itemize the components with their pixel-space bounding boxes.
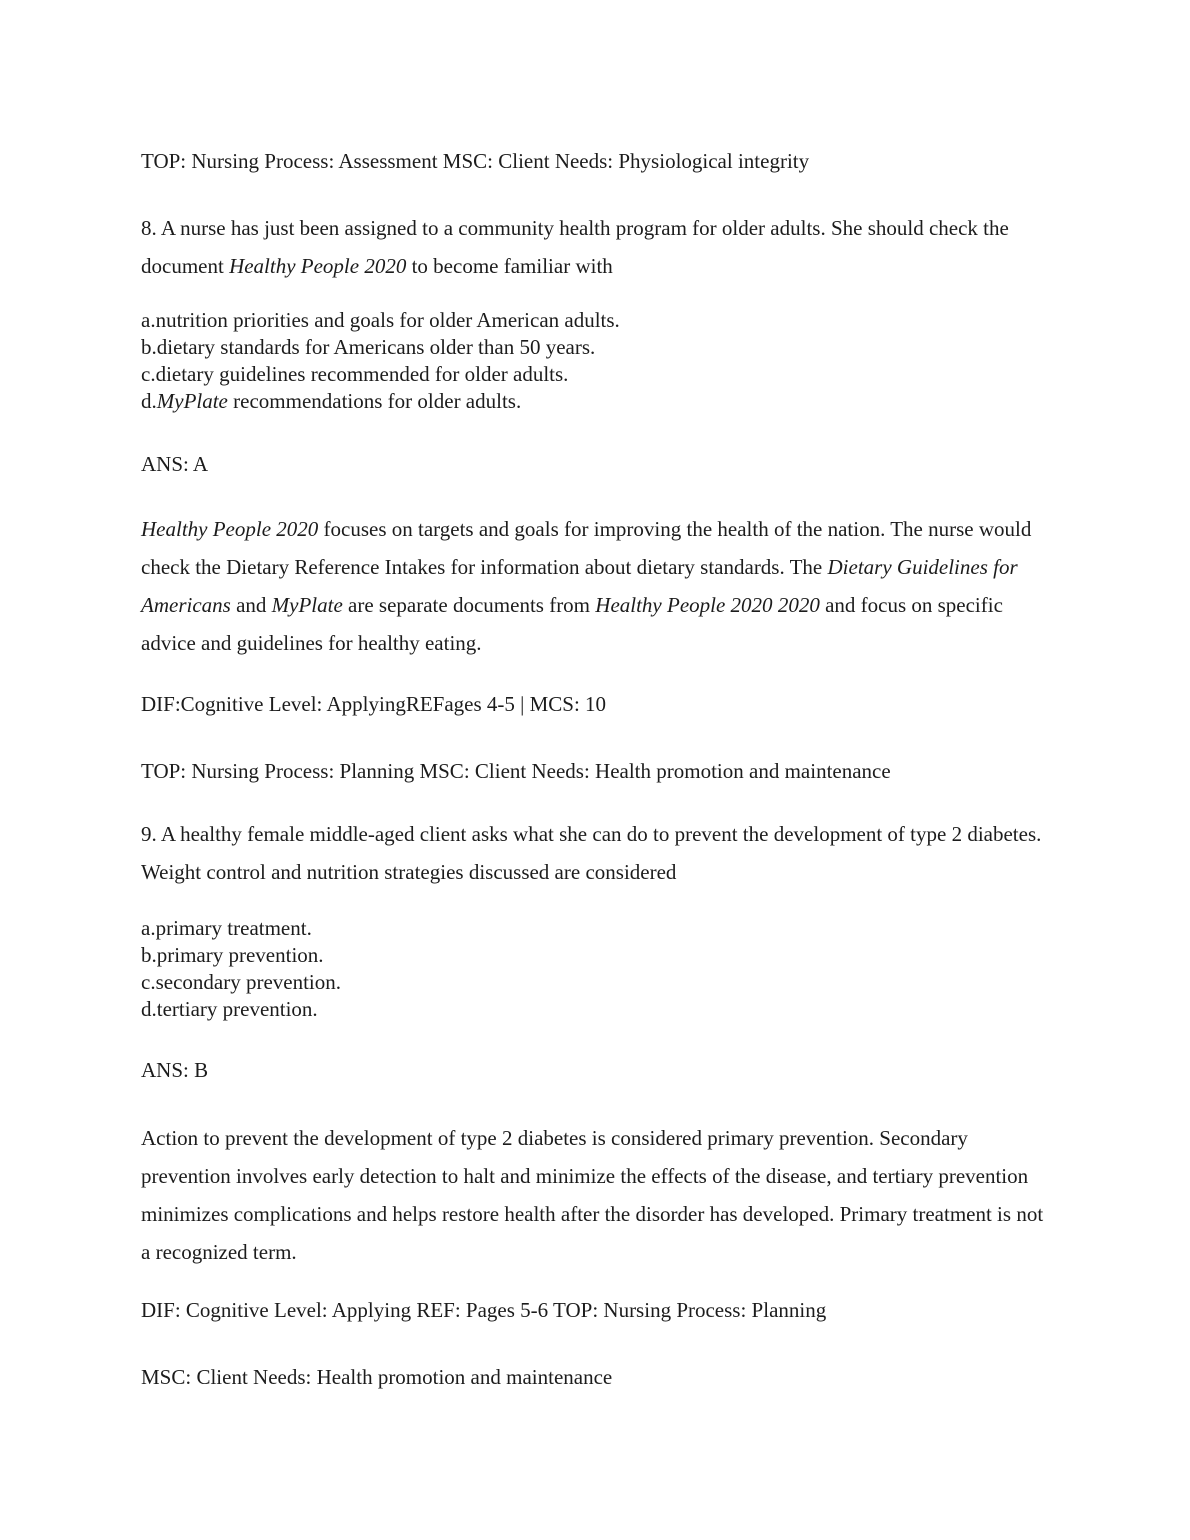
- question-8-top-msc-line: TOP: Nursing Process: Planning MSC: Client Needs: Health promotion and maintenance: [141, 759, 891, 783]
- question-8-rationale: Healthy People 2020 focuses on targets and goals for improving the health of the nation. The nurse would check the Dietary Reference Intakes for information about dietary standards. The Dietary Guidelines for Americans and MyPlate are separate documents from Healthy People 2020 2020 and focus on specific advice and guidelines for healthy eating.: [141, 517, 1032, 655]
- question-8-stem: 8. A nurse has just been assigned to a community health program for older adults. She should check the document Healthy People 2020 to become familiar with: [141, 216, 1009, 278]
- question-9-option-d: d.tertiary prevention.: [141, 997, 318, 1021]
- question-9-msc-line: MSC: Client Needs: Health promotion and maintenance: [141, 1365, 613, 1389]
- question-9-rationale: Action to prevent the development of type 2 diabetes is considered primary prevention. Secondary prevention involves early detection to halt and minimize the effects of the disease, and tertiary prevention minimizes complications and helps restore health after the disorder has developed. Primary treatment is not a recognized term.: [141, 1126, 1044, 1264]
- question-8-option-b: b.dietary standards for Americans older than 50 years.: [141, 335, 596, 359]
- question-9-dif-line: DIF: Cognitive Level: Applying REF: Pages 5-6 TOP: Nursing Process: Planning: [141, 1298, 827, 1322]
- question-9-answer: ANS: B: [141, 1058, 209, 1082]
- question-8-options: [141, 307, 1053, 415]
- question-9-stem: 9. A healthy female middle-aged client asks what she can do to prevent the development of type 2 diabetes. Weight control and nutrition strategies discussed are considered: [141, 822, 1042, 884]
- question-8-answer: ANS: A: [141, 452, 209, 476]
- meta-line-top-msc: TOP: Nursing Process: Assessment MSC: Client Needs: Physiological integrity: [141, 149, 810, 173]
- question-9-option-b: b.primary prevention.: [141, 943, 324, 967]
- question-8-option-a: a.nutrition priorities and goals for older American adults.: [141, 308, 620, 332]
- question-9-options: [141, 915, 1053, 1023]
- question-9-option-a: a.primary treatment.: [141, 916, 312, 940]
- question-8-dif-line: DIF:Cognitive Level: ApplyingREFages 4-5 | MCS: 10: [141, 692, 607, 716]
- question-8-option-d: d.MyPlate recommendations for older adults.: [141, 389, 522, 413]
- question-8-option-c: c.dietary guidelines recommended for older adults.: [141, 362, 569, 386]
- document-content: [141, 0, 1053, 1389]
- question-9-option-c: c.secondary prevention.: [141, 970, 342, 994]
